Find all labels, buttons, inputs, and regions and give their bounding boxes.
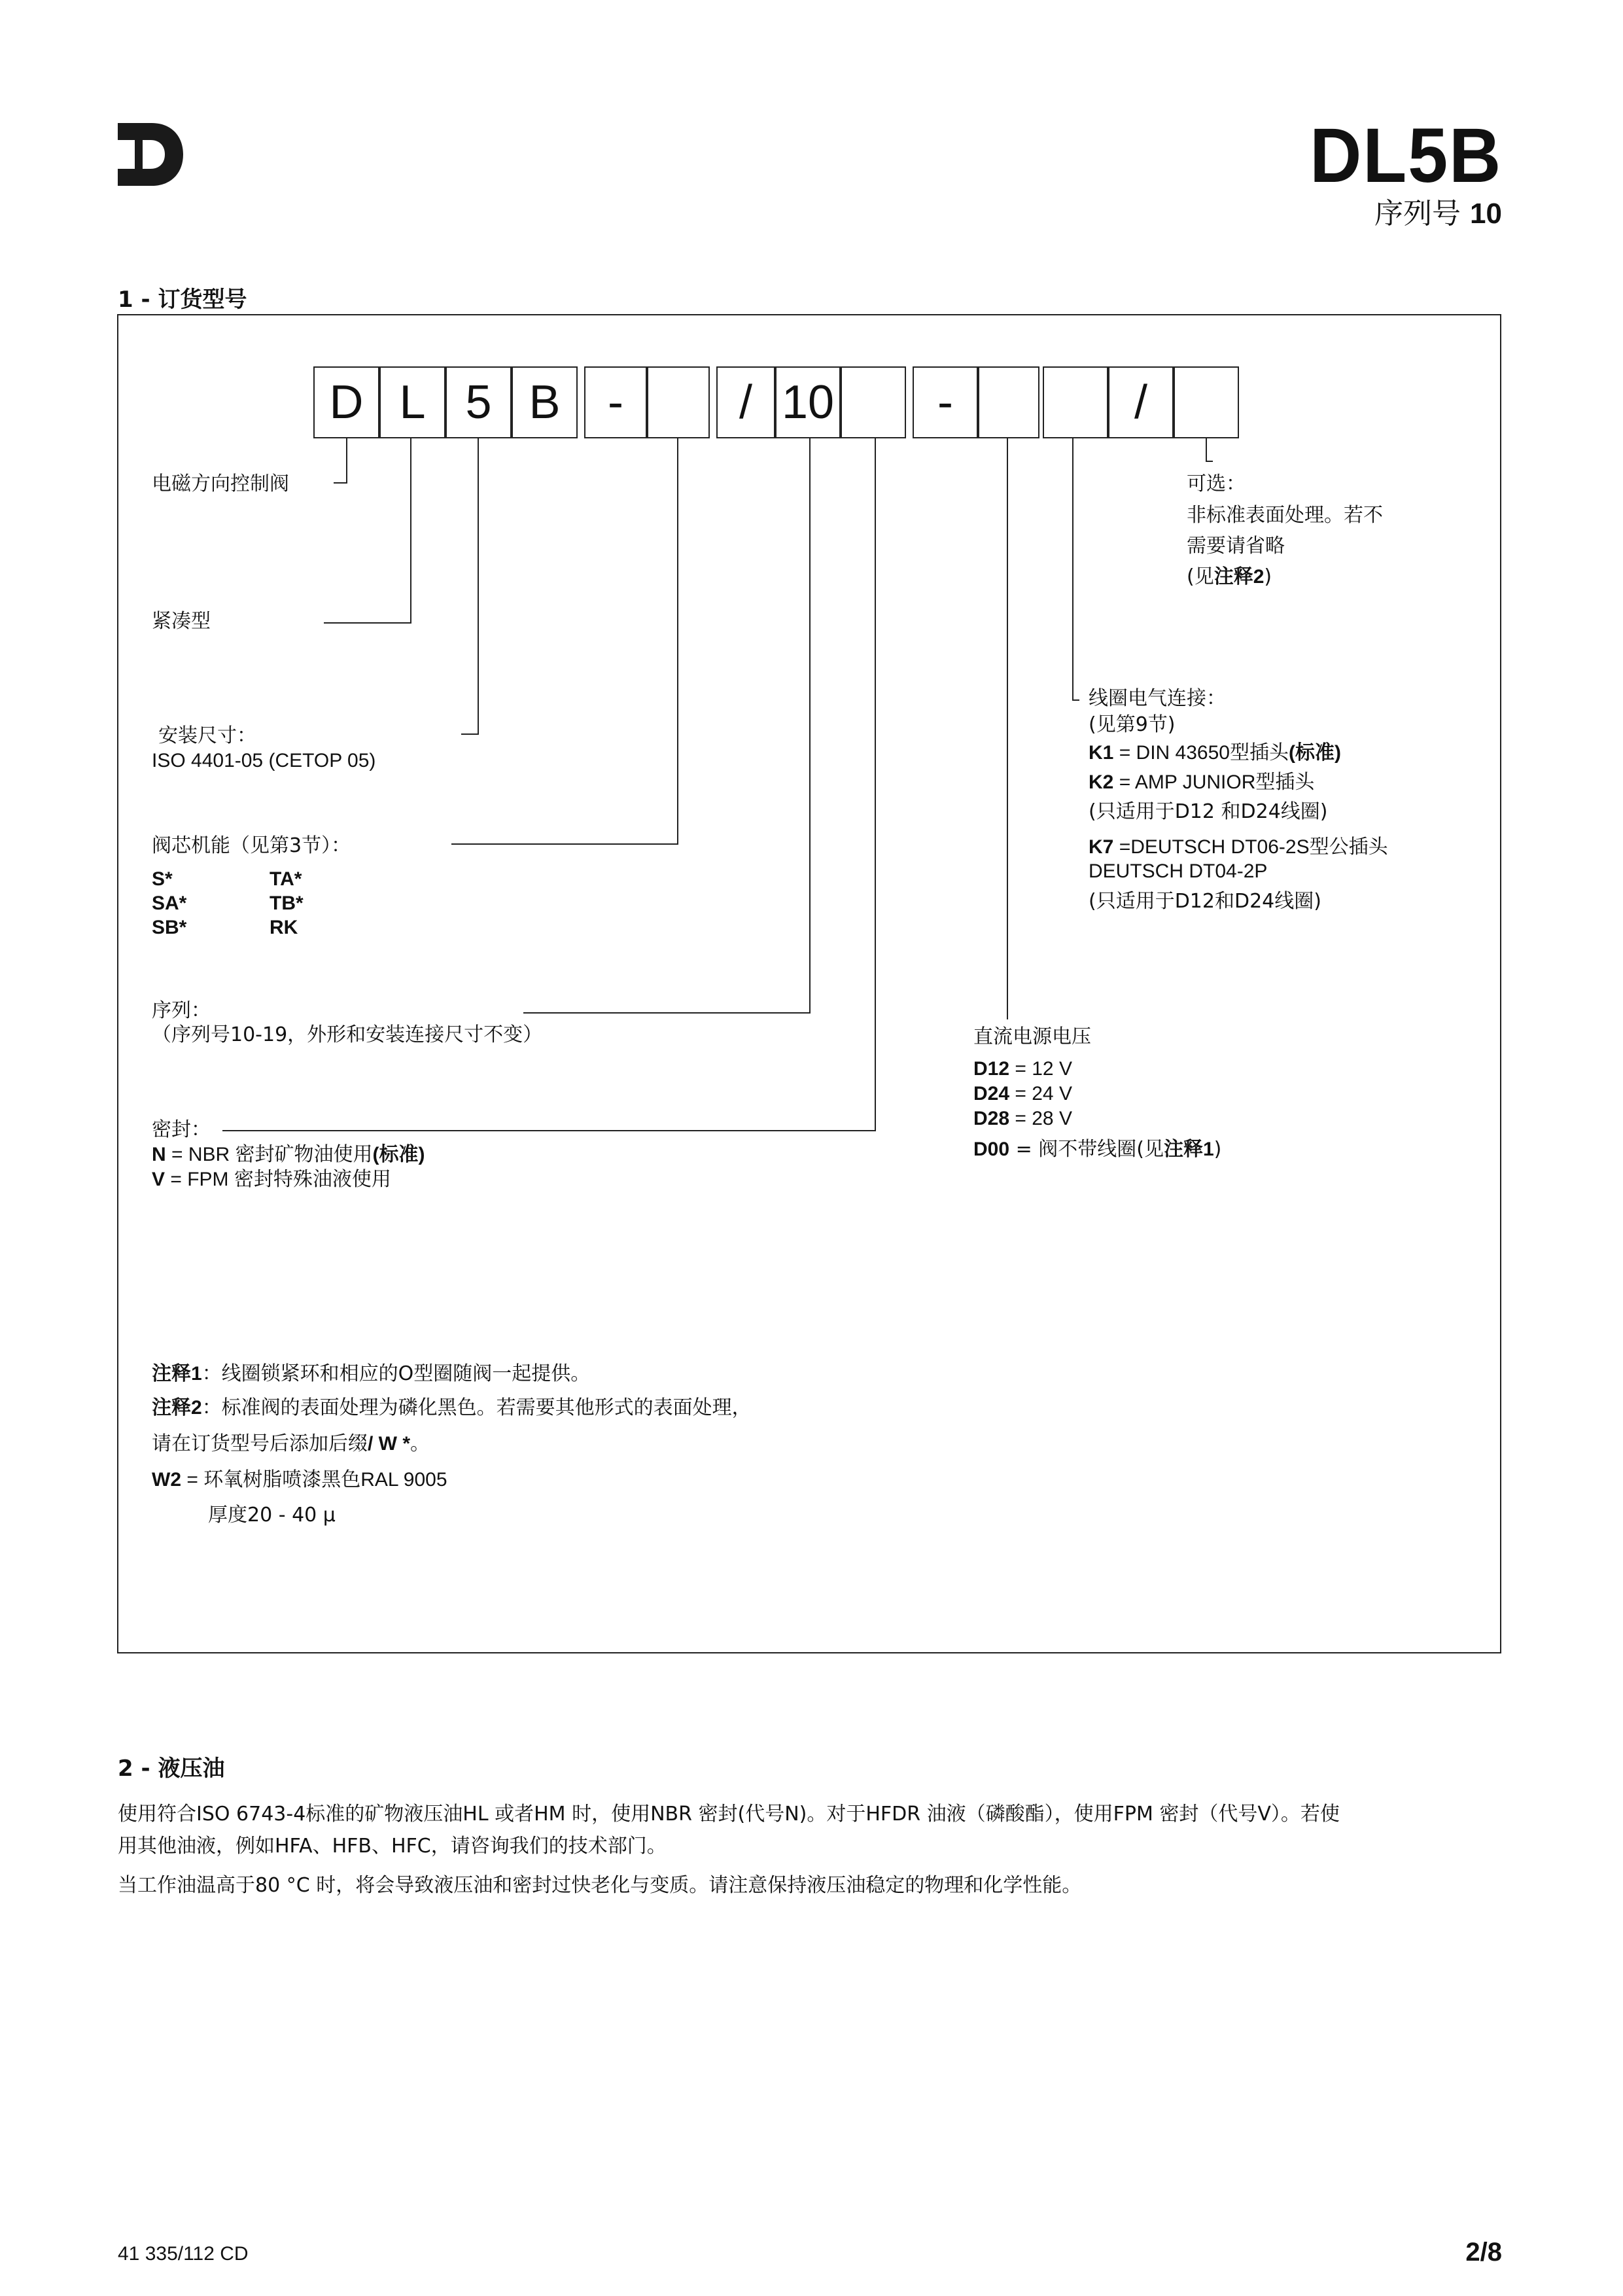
label-series-title: 序列：: [152, 999, 211, 1022]
d00-ref: 注释1: [1163, 1139, 1214, 1160]
voltage-d12: [973, 1057, 1072, 1082]
note1-label: 注释1: [152, 1363, 202, 1385]
seal-n-code: N: [152, 1144, 166, 1165]
seal-v-code: V: [152, 1169, 166, 1190]
w2-code: W2: [152, 1469, 181, 1491]
note2-label: 注释2: [152, 1397, 202, 1419]
code-box-5: -: [584, 366, 647, 438]
spool-option-sb: SB*: [152, 917, 187, 938]
voltage-code: D28: [973, 1108, 1010, 1129]
label-seal-v: [152, 1167, 391, 1192]
k7-code: K7: [1089, 836, 1114, 858]
label-valve: 电磁方向控制阀: [152, 472, 289, 495]
footer-page-number: 2/8: [1465, 2238, 1502, 2267]
note-w2: [152, 1467, 447, 1492]
voltage-value: = 12 V: [1009, 1058, 1072, 1080]
d00-post: ): [1213, 1138, 1222, 1161]
note2-line2-post: 。: [410, 1432, 430, 1455]
model-title: DL5B: [1309, 113, 1502, 199]
code-box-3: 5: [445, 366, 512, 438]
voltage-d24: [973, 1082, 1072, 1106]
spool-options-col1: [152, 867, 186, 940]
note2-line2: [152, 1431, 430, 1457]
spool-options-col2: [270, 867, 304, 940]
label-voltage-title: 直流电源电压: [973, 1025, 1091, 1048]
k1-standard: (标准): [1288, 742, 1341, 764]
w2-text: = 环氧树脂喷漆黑色RAL 9005: [181, 1469, 447, 1491]
label-k7-note: (只适用于D12和D24线圈): [1089, 890, 1321, 913]
note-w2-thickness: 厚度20 - 40 μ: [208, 1504, 336, 1527]
label-optional-ref: [1187, 564, 1272, 590]
k1-desc: = DIN 43650型插头: [1113, 742, 1289, 764]
optional-ref-note: 注释2: [1213, 566, 1265, 588]
footer-doc-number: 41 335/112 CD: [118, 2243, 249, 2265]
d00-desc: = 阀不带线圈(见: [1009, 1138, 1164, 1161]
note2-line2-code: / W *: [368, 1433, 410, 1455]
label-mount-value: ISO 4401-05 (CETOP 05): [152, 750, 376, 771]
spool-option-tb: TB*: [270, 892, 304, 914]
code-box-13: /: [1108, 366, 1174, 438]
section2-heading: 2 - 液压油: [118, 1756, 225, 1782]
series-number: 10: [1470, 198, 1502, 230]
note2-text: ：标准阀的表面处理为磷化黑色。若需要其他形式的表面处理，: [201, 1396, 752, 1419]
note2: [152, 1395, 752, 1421]
label-k2-note: (只适用于D12 和D24线圈): [1089, 800, 1328, 823]
label-seal-title: 密封：: [152, 1118, 211, 1141]
voltage-list: [973, 1057, 1072, 1131]
section2-para2: 当工作油温高于80 °C 时，将会导致液压油和密封过快老化与变质。请注意保持液压油稳定的物理和化学性能。: [118, 1874, 1082, 1897]
series-label: 序列号: [1374, 197, 1461, 230]
code-box-7: /: [716, 366, 775, 438]
k2-desc: = AMP JUNIOR型插头: [1113, 771, 1315, 793]
code-box-10: -: [913, 366, 978, 438]
label-k7: [1089, 834, 1388, 860]
label-seal-n: [152, 1142, 425, 1167]
label-series-desc: （序列号10-19，外形和安装连接尺寸不变）: [152, 1023, 543, 1046]
seal-n-standard: (标准): [372, 1144, 425, 1165]
seal-n-desc: = NBR 密封矿物油使用: [166, 1144, 373, 1165]
d00-code: D00: [973, 1139, 1010, 1160]
section2-para1-line1: 使用符合ISO 6743-4标准的矿物液压油HL 或者HM 时，使用NBR 密封(代号N)。对于HFDR 油液（磷酸酯），使用FPM 密封（代号V）。若使: [118, 1803, 1340, 1826]
spool-option-rk: RK: [270, 917, 298, 938]
voltage-d28: [973, 1106, 1072, 1131]
note1: [152, 1361, 590, 1386]
seal-v-desc: = FPM 密封特殊油液使用: [165, 1169, 391, 1190]
spool-option-sa: SA*: [152, 892, 187, 914]
label-mount-title: 安装尺寸：: [158, 724, 256, 747]
label-coil-title: 线圈电气连接：: [1089, 687, 1226, 710]
code-box-1: D: [313, 366, 379, 438]
section2-para1-line2: 用其他油液，例如HFA、HFB、HFC，请咨询我们的技术部门。: [118, 1835, 667, 1858]
label-k1: [1089, 740, 1341, 766]
note2-line2-pre: 请在订货型号后添加后缀: [152, 1432, 368, 1455]
label-spool-title: 阀芯机能（见第3节）：: [152, 834, 351, 857]
spool-option-s: S*: [152, 868, 173, 890]
label-compact: 紧凑型: [152, 610, 211, 633]
section1-heading: 1 - 订货型号: [118, 287, 247, 313]
code-box-8: 10: [775, 366, 841, 438]
k1-code: K1: [1089, 742, 1114, 764]
label-d00: [973, 1137, 1221, 1162]
optional-ref-pre: (见: [1187, 565, 1214, 588]
label-k2: [1089, 769, 1314, 795]
voltage-value: = 28 V: [1009, 1108, 1072, 1129]
spool-option-ta: TA*: [270, 868, 302, 890]
voltage-code: D24: [973, 1083, 1010, 1104]
code-box-4: B: [512, 366, 578, 438]
optional-ref-post: ): [1264, 565, 1272, 588]
label-optional-line1: 非标准表面处理。若不: [1187, 504, 1383, 527]
label-k7-line2: DEUTSCH DT04-2P: [1089, 860, 1268, 882]
voltage-code: D12: [973, 1058, 1010, 1080]
label-optional-line2: 需要请省略: [1187, 535, 1285, 557]
note1-text: ：线圈锁紧环和相应的O型圈随阀一起提供。: [201, 1362, 591, 1385]
k2-code: K2: [1089, 771, 1114, 793]
voltage-value: = 24 V: [1009, 1083, 1072, 1104]
code-box-2: L: [379, 366, 445, 438]
k7-desc: =DEUTSCH DT06-2S型公插头: [1113, 836, 1388, 858]
label-optional-title: 可选：: [1187, 472, 1246, 495]
label-coil-ref: (见第9节): [1089, 713, 1176, 736]
